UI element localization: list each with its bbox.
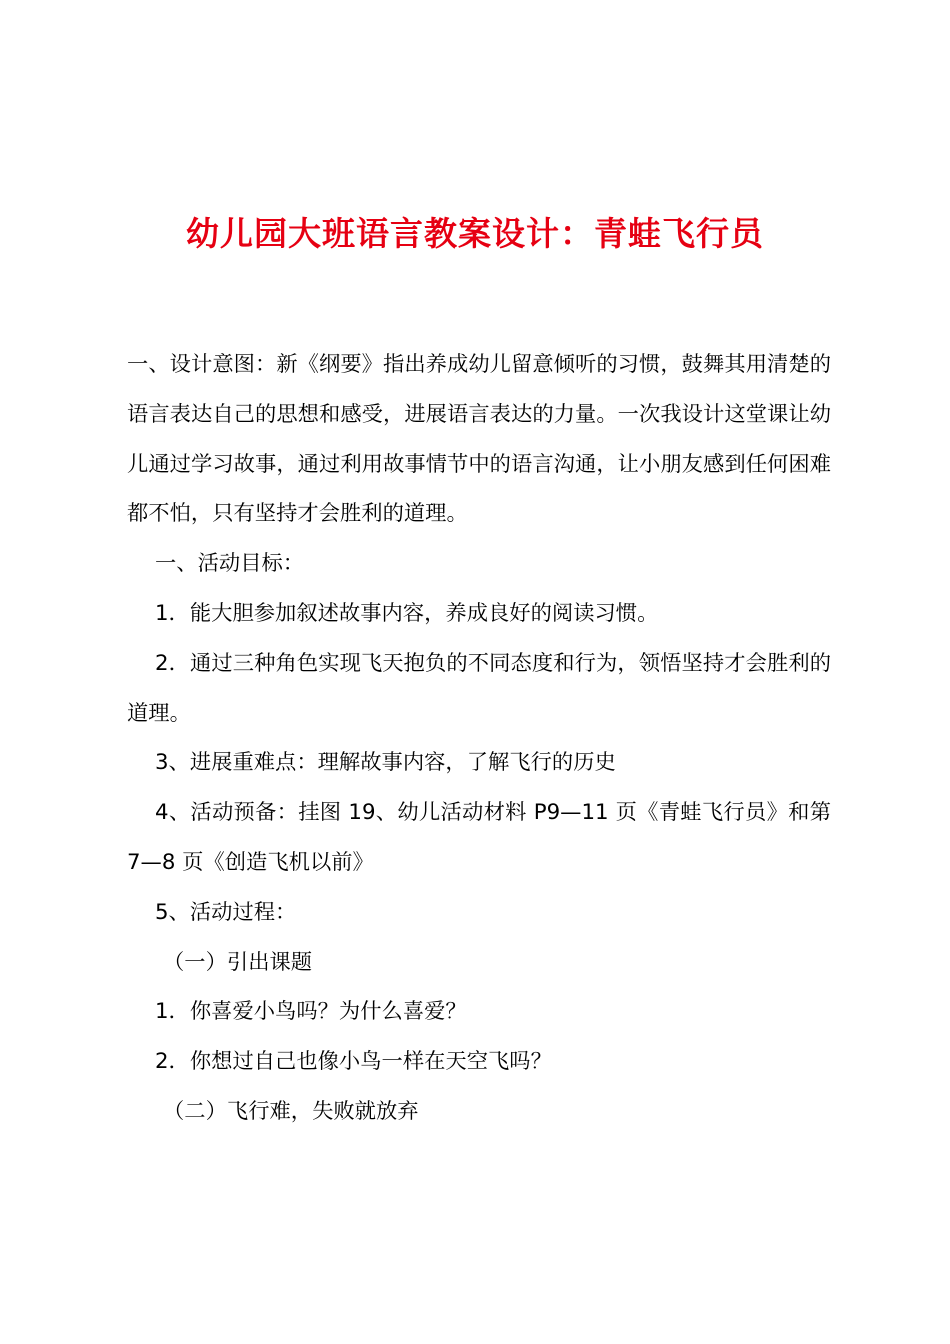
paragraph-design-intent: 一、设计意图：新《纲要》指出养成幼儿留意倾听的习惯，鼓舞其用清楚的语言表达自己的思想和感受，进展语言表达的力量。一次我设计这堂课让幼儿通过学习故事，通过利用故事情节中的语言沟通，让小朋友感到任何困难都不怕，只有坚持才会胜利的道理。 [127, 352, 831, 527]
paragraph-preparation: 4、活动预备：挂图 19、幼儿活动材料 P9—11 页《青蛙飞行员》和第 7—8 页《创造飞机以前》 [127, 800, 831, 875]
paragraph-key-points: 3、进展重难点：理解故事内容，了解飞行的历史 [155, 750, 616, 776]
paragraph-goal-1: 1．能大胆参加叙述故事内容，养成良好的阅读习惯。 [155, 600, 659, 626]
paragraph-question-2: 2．你想过自己也像小鸟一样在天空飞吗？ [155, 1049, 552, 1075]
paragraph-goal-2: 2．通过三种角色实现飞天抱负的不同态度和行为，领悟坚持才会胜利的道理。 [127, 650, 831, 726]
document-body [127, 340, 831, 1137]
paragraph-section-1-heading: （一）引出课题 [163, 949, 313, 975]
paragraph-process-heading: 5、活动过程： [155, 899, 297, 925]
paragraph-section-2-heading: （二）飞行难，失败就放弃 [163, 1098, 419, 1124]
paragraph-question-1: 1．你喜爱小鸟吗？为什么喜爱？ [155, 999, 467, 1025]
paragraph-goals-heading: 一、活动目标： [155, 551, 305, 577]
document-title: 幼儿园大班语言教案设计：青蛙飞行员 [186, 214, 764, 253]
